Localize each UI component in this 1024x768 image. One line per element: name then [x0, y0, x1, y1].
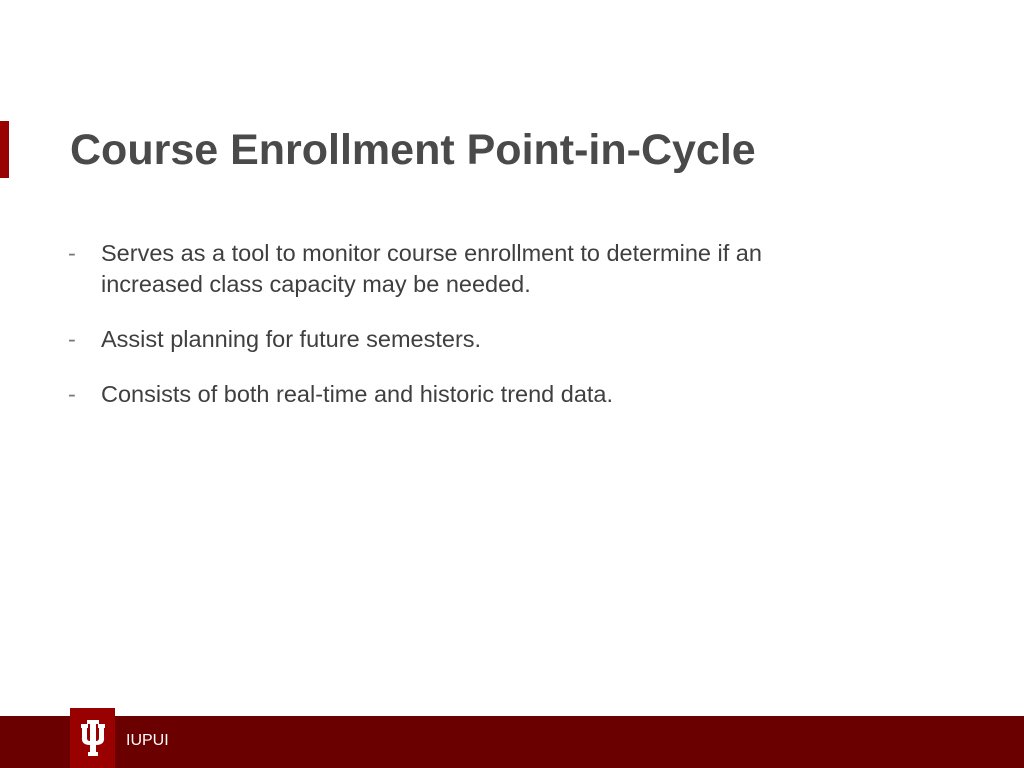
title-accent-bar — [0, 121, 9, 178]
bullet-text: Assist planning for future semesters. — [101, 326, 482, 352]
bullet-text: Serves as a tool to monitor course enrollment to determine if an increased class capacity may be needed. — [101, 240, 762, 297]
footer-institution-label: IUPUI — [126, 732, 169, 749]
iu-trident-logo-icon — [70, 708, 115, 768]
bullet-item — [68, 324, 868, 355]
bullet-list — [68, 238, 868, 434]
bullet-dash-icon: - — [68, 381, 76, 407]
bullet-text: Consists of both real-time and historic trend data. — [101, 381, 614, 407]
trident-glyph-icon — [79, 720, 107, 756]
slide-title: Course Enrollment Point-in-Cycle — [70, 126, 756, 174]
bullet-dash-icon: - — [68, 240, 76, 266]
bullet-dash-icon: - — [68, 326, 76, 352]
bullet-item — [68, 379, 868, 410]
bullet-item — [68, 238, 868, 300]
